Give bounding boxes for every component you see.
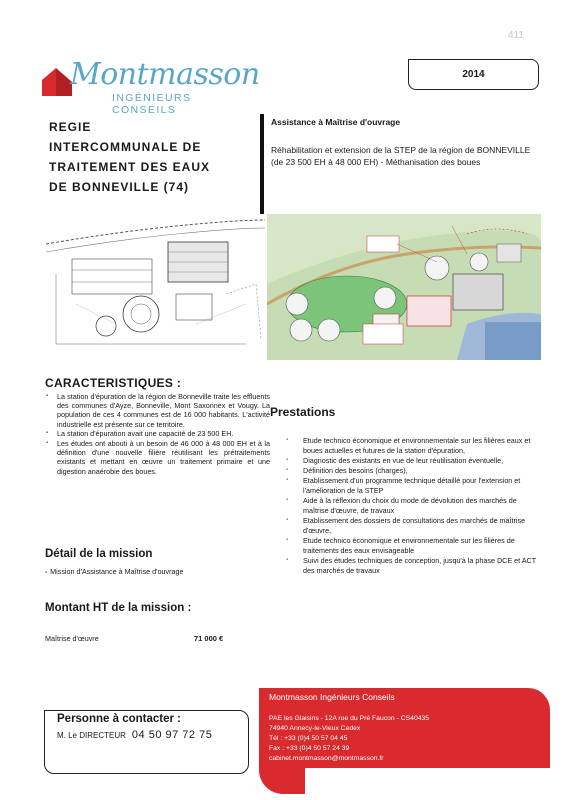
list-item: ▪ Etablissement d'un programme technique détaillé pour l'extension et l'amélioration de la STEP (286, 476, 521, 496)
footer-decoration (259, 768, 305, 794)
list-item: ▪ La station d'épuration de la région de Bonneville traite les effluents des communes d'Ayze, Bonneville, Mont Saxonnex et Vougy. La population de ces 4 communes est de 16 000 habitants. L'activité industrielle est présente sur ce territoire. (46, 392, 270, 429)
montant-heading: Montant HT de la mission : (45, 602, 192, 614)
footer-email[interactable]: cabinet.montmasson@montmasson.fr (269, 755, 384, 762)
list-item: ▪ Définition des besoins (charges), (286, 466, 408, 476)
list-item: ▪ Aide à la réflexion du choix du mode de dévolution des marchés de maîtrise d'œuvre, de travaux (286, 496, 517, 516)
list-item: ▪ Etude technico économique et environnementale sur les filières eaux et boues actuelles et futures de la station d'épuration, (286, 436, 531, 455)
bullet-icon: ▪ (46, 440, 49, 447)
page-number: 411 (508, 30, 524, 41)
year-label: 2014 (462, 69, 485, 80)
bullet-icon: ▪ (286, 437, 289, 443)
prestations-list (286, 436, 544, 576)
year-box (408, 59, 539, 90)
bullet-icon: ▪ (46, 430, 49, 437)
list-item: ▪ Etude technico économique et environnementale sur les filières de traitements des eaux envisageable (286, 536, 515, 556)
montant-label: Maîtrise d'œuvre (45, 634, 99, 643)
assistance-title: Assistance à Maîtrise d'ouvrage (271, 117, 401, 127)
bullet-icon: ▪ (286, 537, 289, 544)
caracteristiques-heading: CARACTERISTIQUES : (45, 376, 182, 390)
caracteristiques-list (45, 392, 270, 476)
contact-name: M. Le DIRECTEUR (57, 731, 126, 740)
bullet-icon: ▪ (46, 393, 49, 399)
footer-company: Montmasson Ingénieurs Conseils (269, 692, 395, 702)
footer-address-line2: 74940 Annecy-le-Vieux Cedex (269, 725, 361, 732)
detail-item: ▪ Mission d'Assistance à Maîtrise d'ouvrage (45, 567, 184, 576)
list-item: ▪ Suivi des études techniques de conception, jusqu'à la phase DCE et ACT des marchés de travaux (286, 556, 536, 576)
site-plan-drawing-image (46, 214, 265, 360)
footer-address-line1: PAE les Glaisins - 12A rue du Pré Faucon - CS40435 (269, 715, 430, 722)
bullet-icon: ▪ (286, 497, 289, 504)
footer-tel: Tél : +33 (0)4 50 57 04 45 (269, 735, 348, 742)
title-line: INTERCOMMUNALE DE (49, 140, 202, 154)
list-item: ▪ Diagnostic des existants en vue de leur réutilisation éventuelle, (286, 456, 504, 465)
logo-wordmark: Montmasson (70, 57, 260, 92)
project-title (49, 117, 249, 197)
bullet-icon: ▪ (286, 557, 289, 564)
list-item: ▪ Etablissement des dossiers de consultations des marchés de maîtrise d'œuvre, (286, 516, 526, 536)
title-line: TRAITEMENT DES EAUX (49, 160, 211, 174)
contact-heading: Personne à contacter : (57, 713, 181, 725)
section-divider-bar (260, 114, 264, 214)
detail-heading: Détail de la mission (45, 548, 153, 560)
company-logo (30, 56, 260, 116)
contact-line (57, 729, 212, 741)
list-item: ▪ La station d'épuration avait une capacité de 23 500 EH. (46, 429, 234, 439)
logo-subtitle: INGÉNIEURS CONSEILS (112, 92, 192, 116)
prestations-heading: Prestations (270, 405, 336, 419)
bullet-icon: ▪ (45, 570, 48, 576)
list-item: ▪ Les études ont abouti à un besoin de 46 000 à 48 000 EH et à la définition d'une nouvelle filière réutilisant les prétraitements existants et mettant en œuvre un traitement primaire et une digestion anaérobie des boues. (46, 439, 270, 476)
montant-value: 71 000 € (194, 634, 224, 643)
title-line: DE BONNEVILLE (74) (49, 180, 190, 194)
bullet-icon: ▪ (286, 457, 289, 463)
footer-fax: Fax : +33 (0)4 50 57 24 39 (269, 745, 350, 752)
extension-plan-image (267, 214, 541, 360)
title-line: REGIE (49, 120, 92, 134)
bullet-icon: ▪ (286, 517, 289, 524)
footer-contact-panel (259, 688, 550, 768)
contact-phone[interactable]: 04 50 97 72 75 (131, 729, 213, 741)
assistance-description: Réhabilitation et extension de la STEP de la région de BONNEVILLE (de 23 500 EH à 48 000 EH) - Méthanisation des boues (271, 145, 531, 167)
bullet-icon: ▪ (286, 467, 289, 474)
bullet-icon: ▪ (286, 477, 289, 484)
